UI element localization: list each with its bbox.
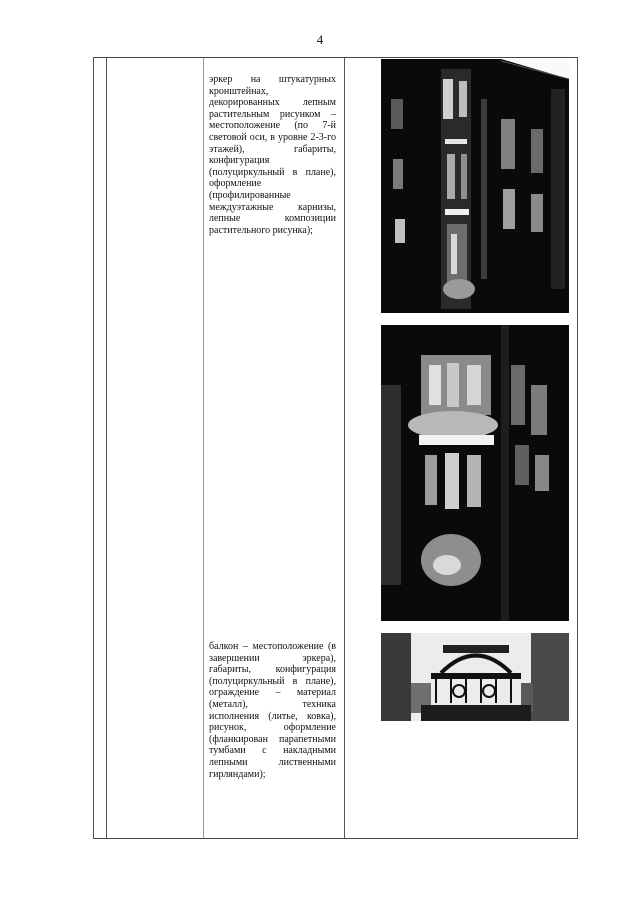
- oriel-description: эркер на штукатурных кронштейнах, декорированных лепным растительным рисунком – местоположение (по 7-й световой оси, в уровне 2-3-го этажей), габариты, конфигурация (полуциркульный в плане), оформление (профилированные междуэтажные карнизы, лепные композиции растительного рисунка);: [209, 74, 336, 236]
- table-right-border: [577, 58, 578, 838]
- balcony-photo-image: [381, 633, 569, 721]
- oriel-photo-overview: [381, 59, 569, 313]
- page-number: 4: [316, 32, 324, 47]
- column-divider-3: [344, 58, 345, 838]
- oriel-photo-overview-image: [381, 59, 569, 313]
- column-divider-1: [106, 58, 107, 838]
- column-divider-2: [203, 58, 204, 838]
- balcony-photo: [381, 633, 569, 721]
- oriel-photo-detail: [381, 325, 569, 621]
- table: [93, 57, 578, 839]
- table-left-border: [93, 58, 94, 838]
- oriel-photo-detail-image: [381, 325, 569, 621]
- balcony-description: балкон – местоположение (в завершении эркера), габариты, конфигурация (полуциркульный в плане), ограждение – материал (металл), техника исполнения (литье, ковка), рисунок, оформление (фланкирован парапетными тумбами с накладными лепными лиственными гирляндами);: [209, 641, 336, 780]
